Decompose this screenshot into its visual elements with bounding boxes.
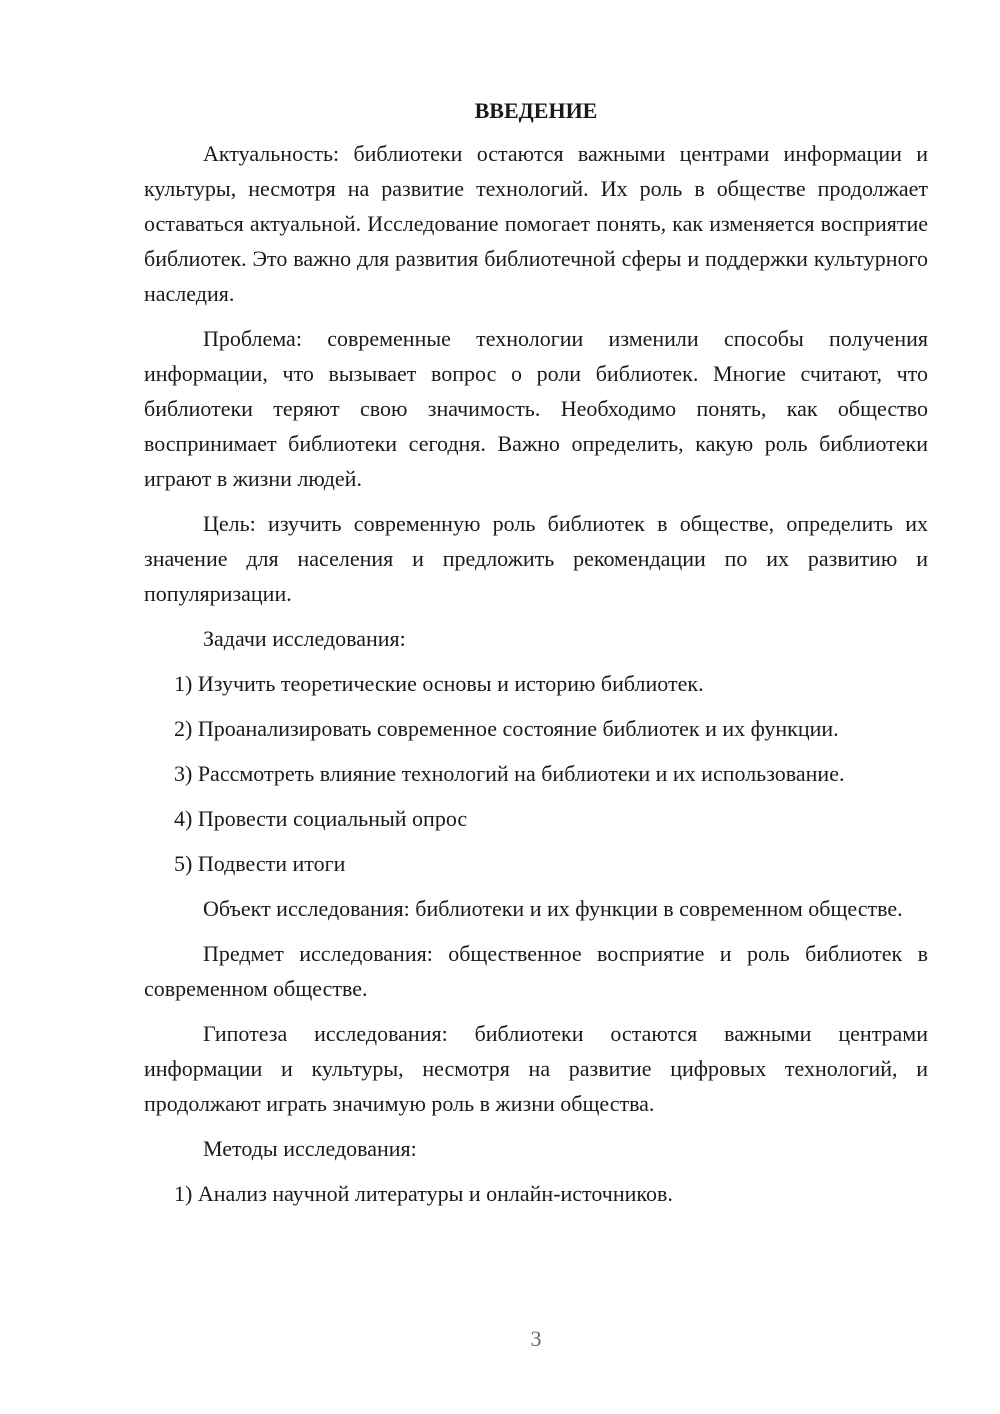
tasks-heading: Задачи исследования: bbox=[203, 626, 406, 651]
task-item-3: 3) Рассмотреть влияние технологий на библиотеки и их использование. bbox=[174, 761, 845, 786]
method-item-1: 1) Анализ научной литературы и онлайн-источников. bbox=[174, 1181, 673, 1206]
paragraph-subject: Предмет исследования: общественное восприятие и роль библиотек в современном обществе. bbox=[144, 941, 928, 1001]
task-item-4: 4) Провести социальный опрос bbox=[174, 806, 468, 831]
paragraph-hypothesis: Гипотеза исследования: библиотеки остаются важными центрами информации и культуры, несмотря на развитие цифровых технологий, и продолжают играть значимую роль в жизни общества. bbox=[144, 1021, 928, 1116]
task-item-2: 2) Проанализировать современное состояние библиотек и их функции. bbox=[174, 716, 839, 741]
methods-heading: Методы исследования: bbox=[203, 1136, 417, 1161]
paragraph-problem: Проблема: современные технологии изменили способы получения информации, что вызывает вопрос о роли библиотек. Многие считают, что библиотеки теряют свою значимость. Необходимо понять, как общество воспринимает библиотеки сегодня. Важно определить, какую роль библиотеки играют в жизни людей. bbox=[144, 326, 928, 491]
task-item-5: 5) Подвести итоги bbox=[174, 851, 346, 876]
paragraph-object: Объект исследования: библиотеки и их функции в современном обществе. bbox=[203, 896, 903, 921]
task-item-1: 1) Изучить теоретические основы и историю библиотек. bbox=[174, 671, 704, 696]
paragraph-relevance: Актуальность: библиотеки остаются важными центрами информации и культуры, несмотря на развитие технологий. Их роль в обществе продолжает оставаться актуальной. Исследование помогает понять, как изменяется восприятие библиотек. Это важно для развития библиотечной сферы и поддержки культурного наследия. bbox=[144, 141, 928, 306]
page-title: ВВЕДЕНИЕ bbox=[474, 98, 598, 123]
paragraph-goal: Цель: изучить современную роль библиотек в обществе, определить их значение для населения и предложить рекомендации по их развитию и популяризации. bbox=[144, 511, 928, 606]
document-page bbox=[144, 94, 928, 1221]
page-number: 3 bbox=[530, 1326, 542, 1351]
